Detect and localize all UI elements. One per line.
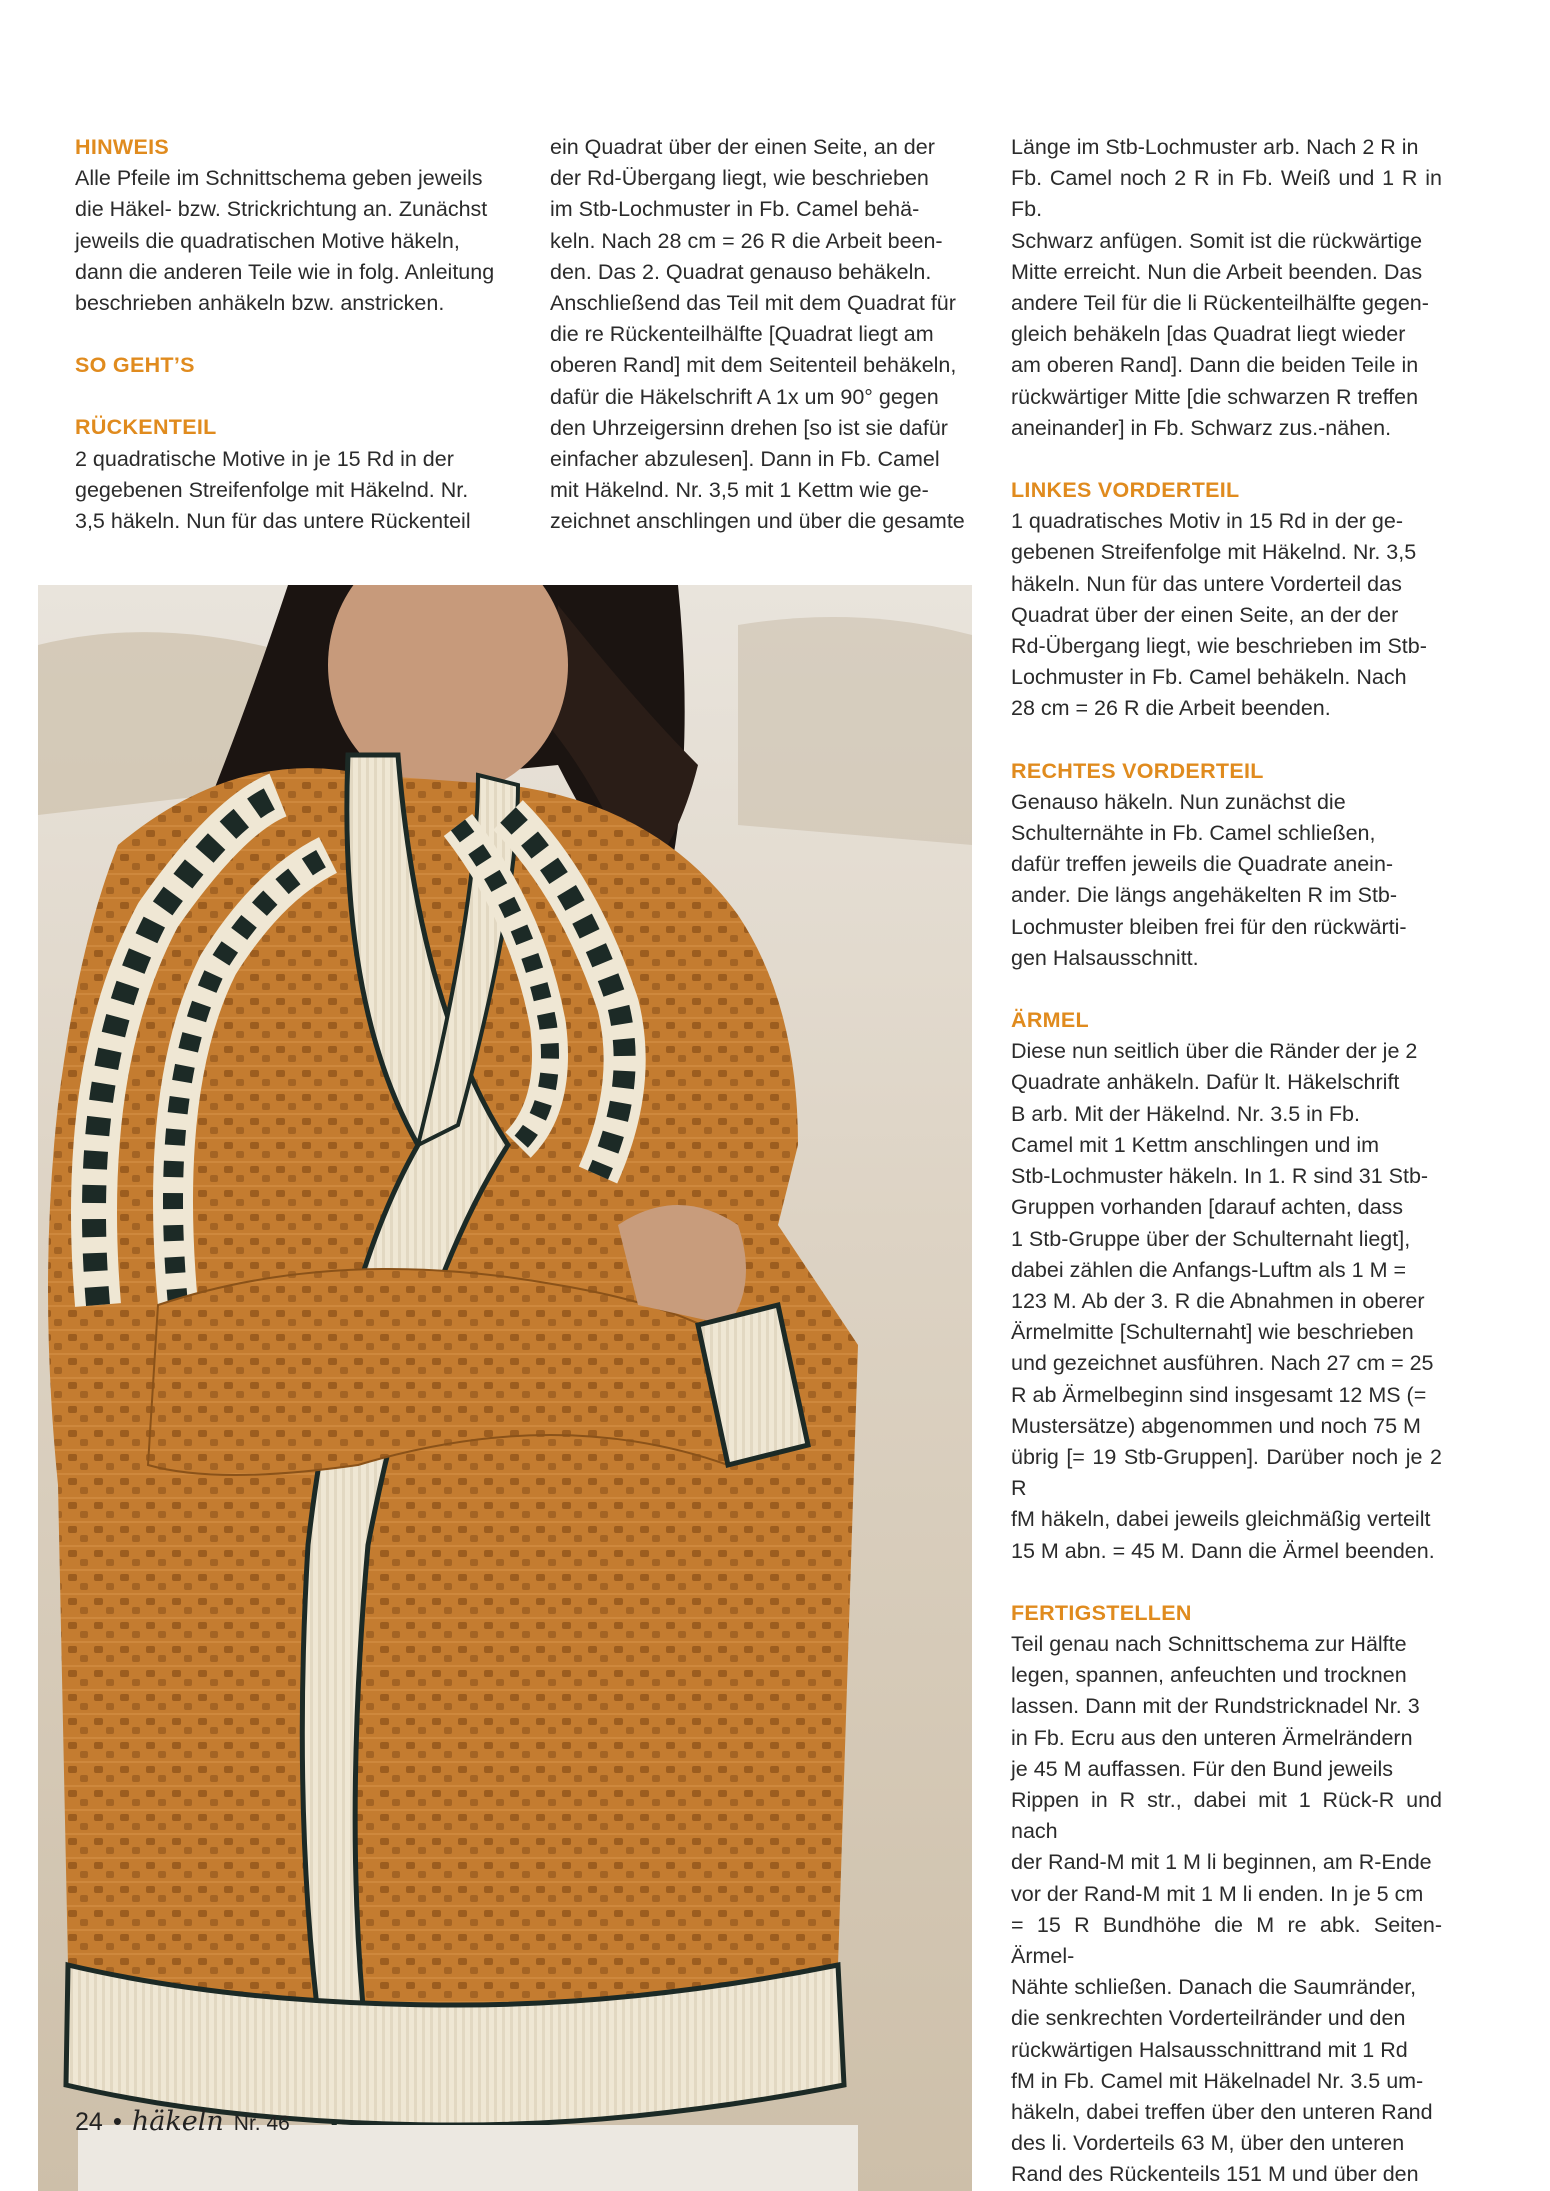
paragraph-line: den. Das 2. Quadrat genauso behäkeln. — [550, 259, 932, 284]
paragraph-line: gen Halsausschnitt. — [1011, 945, 1199, 970]
paragraph-line: aneinander] in Fb. Schwarz zus.-nähen. — [1011, 415, 1392, 440]
paragraph-line: gleich behäkeln [das Quadrat liegt wieder — [1011, 322, 1406, 347]
paragraph-line: Quadrate anhäkeln. Dafür lt. Häkelschrift — [1011, 1070, 1400, 1095]
paragraph-line: den Uhrzeigersinn drehen [so ist sie dafür — [550, 415, 948, 440]
magazine-logo: häkeln — [131, 2106, 224, 2137]
heading-rechtes-vorderteil: RECHTES VORDERTEIL — [1011, 758, 1264, 783]
paragraph-line: ein Quadrat über der einen Seite, an der — [550, 135, 935, 159]
paragraph-line: keln. Nach 28 cm = 26 R die Arbeit been- — [550, 228, 943, 253]
paragraph-line: übrig [= 19 Stb-Gruppen]. Darüber noch je 2 R — [1011, 1444, 1442, 1501]
paragraph-line: andere Teil für die li Rückenteilhälfte gegen- — [1011, 291, 1429, 316]
paragraph-line: B arb. Mit der Häkelnd. Nr. 3.5 in Fb. — [1011, 1101, 1360, 1126]
paragraph-line: Mustersätze) abgenommen und noch 75 M — [1011, 1413, 1421, 1438]
paragraph-line: fM in Fb. Camel mit Häkelnadel Nr. 3.5 um- — [1011, 2068, 1424, 2093]
paragraph-line: Diese nun seitlich über die Ränder der je 2 — [1011, 1039, 1418, 1064]
paragraph-line: dann die anderen Teile wie in folg. Anleitung — [75, 259, 495, 284]
paragraph-line: Stb-Lochmuster häkeln. In 1. R sind 31 Stb- — [1011, 1164, 1429, 1189]
paragraph-line: zeichnet anschlingen und über die gesamte — [550, 509, 965, 534]
paragraph-line: Länge im Stb-Lochmuster arb. Nach 2 R in — [1011, 135, 1419, 159]
paragraph-line: Anschließend das Teil mit dem Quadrat für — [550, 291, 956, 316]
text-column-1 — [75, 132, 508, 537]
paragraph-line: Rd-Übergang liegt, wie beschrieben im Stb- — [1011, 634, 1427, 659]
paragraph-line: legen, spannen, anfeuchten und trocknen — [1011, 1663, 1407, 1688]
paragraph-line: Teil genau nach Schnittschema zur Hälfte — [1011, 1631, 1407, 1656]
paragraph-line: Quadrat über der einen Seite, an der der — [1011, 602, 1399, 627]
paragraph-line: Ärmelmitte [Schulternaht] wie beschrieben — [1011, 1320, 1414, 1345]
paragraph-line: 1 quadratisches Motiv in 15 Rd in der ge- — [1011, 509, 1403, 534]
paragraph-line: Lochmuster in Fb. Camel behäkeln. Nach — [1011, 665, 1407, 690]
paragraph-line: 123 M. Ab der 3. R die Abnahmen in oberer — [1011, 1288, 1425, 1313]
paragraph-line: im Stb-Lochmuster in Fb. Camel behä- — [550, 197, 920, 222]
heading-so-gehts: SO GEHT’S — [75, 353, 195, 378]
paragraph-line: Camel mit 1 Kettm anschlingen und im — [1011, 1132, 1380, 1157]
paragraph-line: rückwärtigen Halsausschnittrand mit 1 Rd — [1011, 2037, 1408, 2062]
paragraph-line: Rand des Rückenteils 151 M und über den — [1011, 2162, 1419, 2187]
paragraph-line: des li. Vorderteils 63 M, über den unteren — [1011, 2131, 1405, 2156]
paragraph-line: Mitte erreicht. Nun die Arbeit beenden. Das — [1011, 259, 1423, 284]
heading-linkes-vorderteil: LINKES VORDERTEIL — [1011, 478, 1240, 503]
paragraph-line: Schwarz anfügen. Somit ist die rückwärtige — [1011, 228, 1423, 253]
paragraph-line: einfacher abzulesen]. Dann in Fb. Camel — [550, 447, 940, 472]
paragraph-line: jeweils die quadratischen Motive häkeln, — [75, 228, 460, 253]
paragraph-line: ander. Die längs angehäkelten R im Stb- — [1011, 883, 1398, 908]
paragraph-line: dafür treffen jeweils die Quadrate anein- — [1011, 852, 1394, 877]
paragraph-line: in Fb. Ecru aus den unteren Ärmelrändern — [1011, 1725, 1413, 1750]
photo-model-cardigan — [38, 585, 972, 2191]
paragraph-line: Rippen in R str., dabei mit 1 Rück-R und nach — [1011, 1787, 1442, 1844]
paragraph-line: je 45 M auffassen. Für den Bund jeweils — [1011, 1756, 1394, 1781]
paragraph-line: der Rand-M mit 1 M li beginnen, am R-Ende — [1011, 1850, 1432, 1875]
paragraph-line: 15 M abn. = 45 M. Dann die Ärmel beenden. — [1011, 1538, 1435, 1563]
heading-hinweis: HINWEIS — [75, 135, 170, 159]
paragraph-line: fM häkeln, dabei jeweils gleichmäßig verteilt — [1011, 1507, 1431, 1532]
paragraph-line: Genauso häkeln. Nun zunächst die — [1011, 789, 1346, 814]
folio-bullet: • — [112, 2106, 122, 2136]
paragraph-line: rückwärtiger Mitte [die schwarzen R treffen — [1011, 384, 1419, 409]
text-column-2 — [550, 132, 972, 538]
paragraph-line: häkeln. Nun für das untere Vorderteil das — [1011, 571, 1402, 596]
paragraph-line: R ab Ärmelbeginn sind insgesamt 12 MS (= — [1011, 1382, 1427, 1407]
paragraph-line: mit Häkelnd. Nr. 3,5 mit 1 Kettm wie ge- — [550, 478, 929, 503]
paragraph-line: gebenen Streifenfolge mit Häkelnd. Nr. 3,5 — [1011, 540, 1417, 565]
paragraph-line: gegebenen Streifenfolge mit Häkelnd. Nr. — [75, 477, 469, 502]
paragraph-line: lassen. Dann mit der Rundstricknadel Nr. 3 — [1011, 1694, 1420, 1719]
paragraph-line: = 15 R Bundhöhe die M re abk. Seiten-Ärmel- — [1011, 1912, 1442, 1968]
paragraph-line: häkeln, dabei treffen über den unteren Rand — [1011, 2099, 1433, 2124]
paragraph-line: Gruppen vorhanden [darauf achten, dass — [1011, 1195, 1404, 1220]
paragraph-line: Alle Pfeile im Schnittschema geben jeweils — [75, 166, 483, 191]
paragraph-line: die senkrechten Vorderteilränder und den — [1011, 2006, 1406, 2031]
paragraph-line: vor der Rand-M mit 1 M li enden. In je 5 cm — [1011, 1881, 1424, 1906]
paragraph-line: und gezeichnet ausführen. Nach 27 cm = 25 — [1011, 1351, 1434, 1376]
paragraph-line: Lochmuster bleiben frei für den rückwärti- — [1011, 914, 1407, 939]
paragraph-line: die Häkel- bzw. Strickrichtung an. Zunächst — [75, 197, 488, 222]
heading-aermel: ÄRMEL — [1011, 1008, 1089, 1033]
paragraph-line: 2 quadratische Motive in je 15 Rd in der — [75, 446, 454, 471]
heading-rueckenteil: RÜCKENTEIL — [75, 415, 217, 440]
paragraph-line: oberen Rand] mit dem Seitenteil behäkeln, — [550, 353, 957, 378]
paragraph-line: dabei zählen die Anfangs-Luftm als 1 M = — [1011, 1257, 1407, 1282]
paragraph-line: die re Rückenteilhälfte [Quadrat liegt am — [550, 322, 934, 347]
issue-number: Nr. 46 — [233, 2112, 290, 2135]
paragraph-line: Fb. Camel noch 2 R in Fb. Weiß und 1 R in Fb. — [1011, 166, 1442, 222]
text-column-3 — [1011, 132, 1442, 2191]
paragraph-line: 1 Stb-Gruppe über der Schulternaht liegt], — [1011, 1226, 1411, 1251]
paragraph-line: am oberen Rand]. Dann die beiden Teile in — [1011, 353, 1419, 378]
page-number: 24 — [75, 2108, 103, 2136]
paragraph-line: der Rd-Übergang liegt, wie beschrieben — [550, 166, 929, 191]
paragraph-line: Schulternähte in Fb. Camel schließen, — [1011, 821, 1376, 846]
page-folio — [75, 2106, 290, 2146]
paragraph-line: beschrieben anhäkeln bzw. anstricken. — [75, 291, 445, 316]
paragraph-line: Nähte schließen. Danach die Saumränder, — [1011, 1975, 1417, 2000]
paragraph-line: dafür die Häkelschrift A 1x um 90° gegen — [550, 384, 939, 409]
paragraph-line: 28 cm = 26 R die Arbeit beenden. — [1011, 696, 1331, 721]
paragraph-line: 3,5 häkeln. Nun für das untere Rückenteil — [75, 509, 471, 534]
heading-fertigstellen: FERTIGSTELLEN — [1011, 1600, 1192, 1625]
